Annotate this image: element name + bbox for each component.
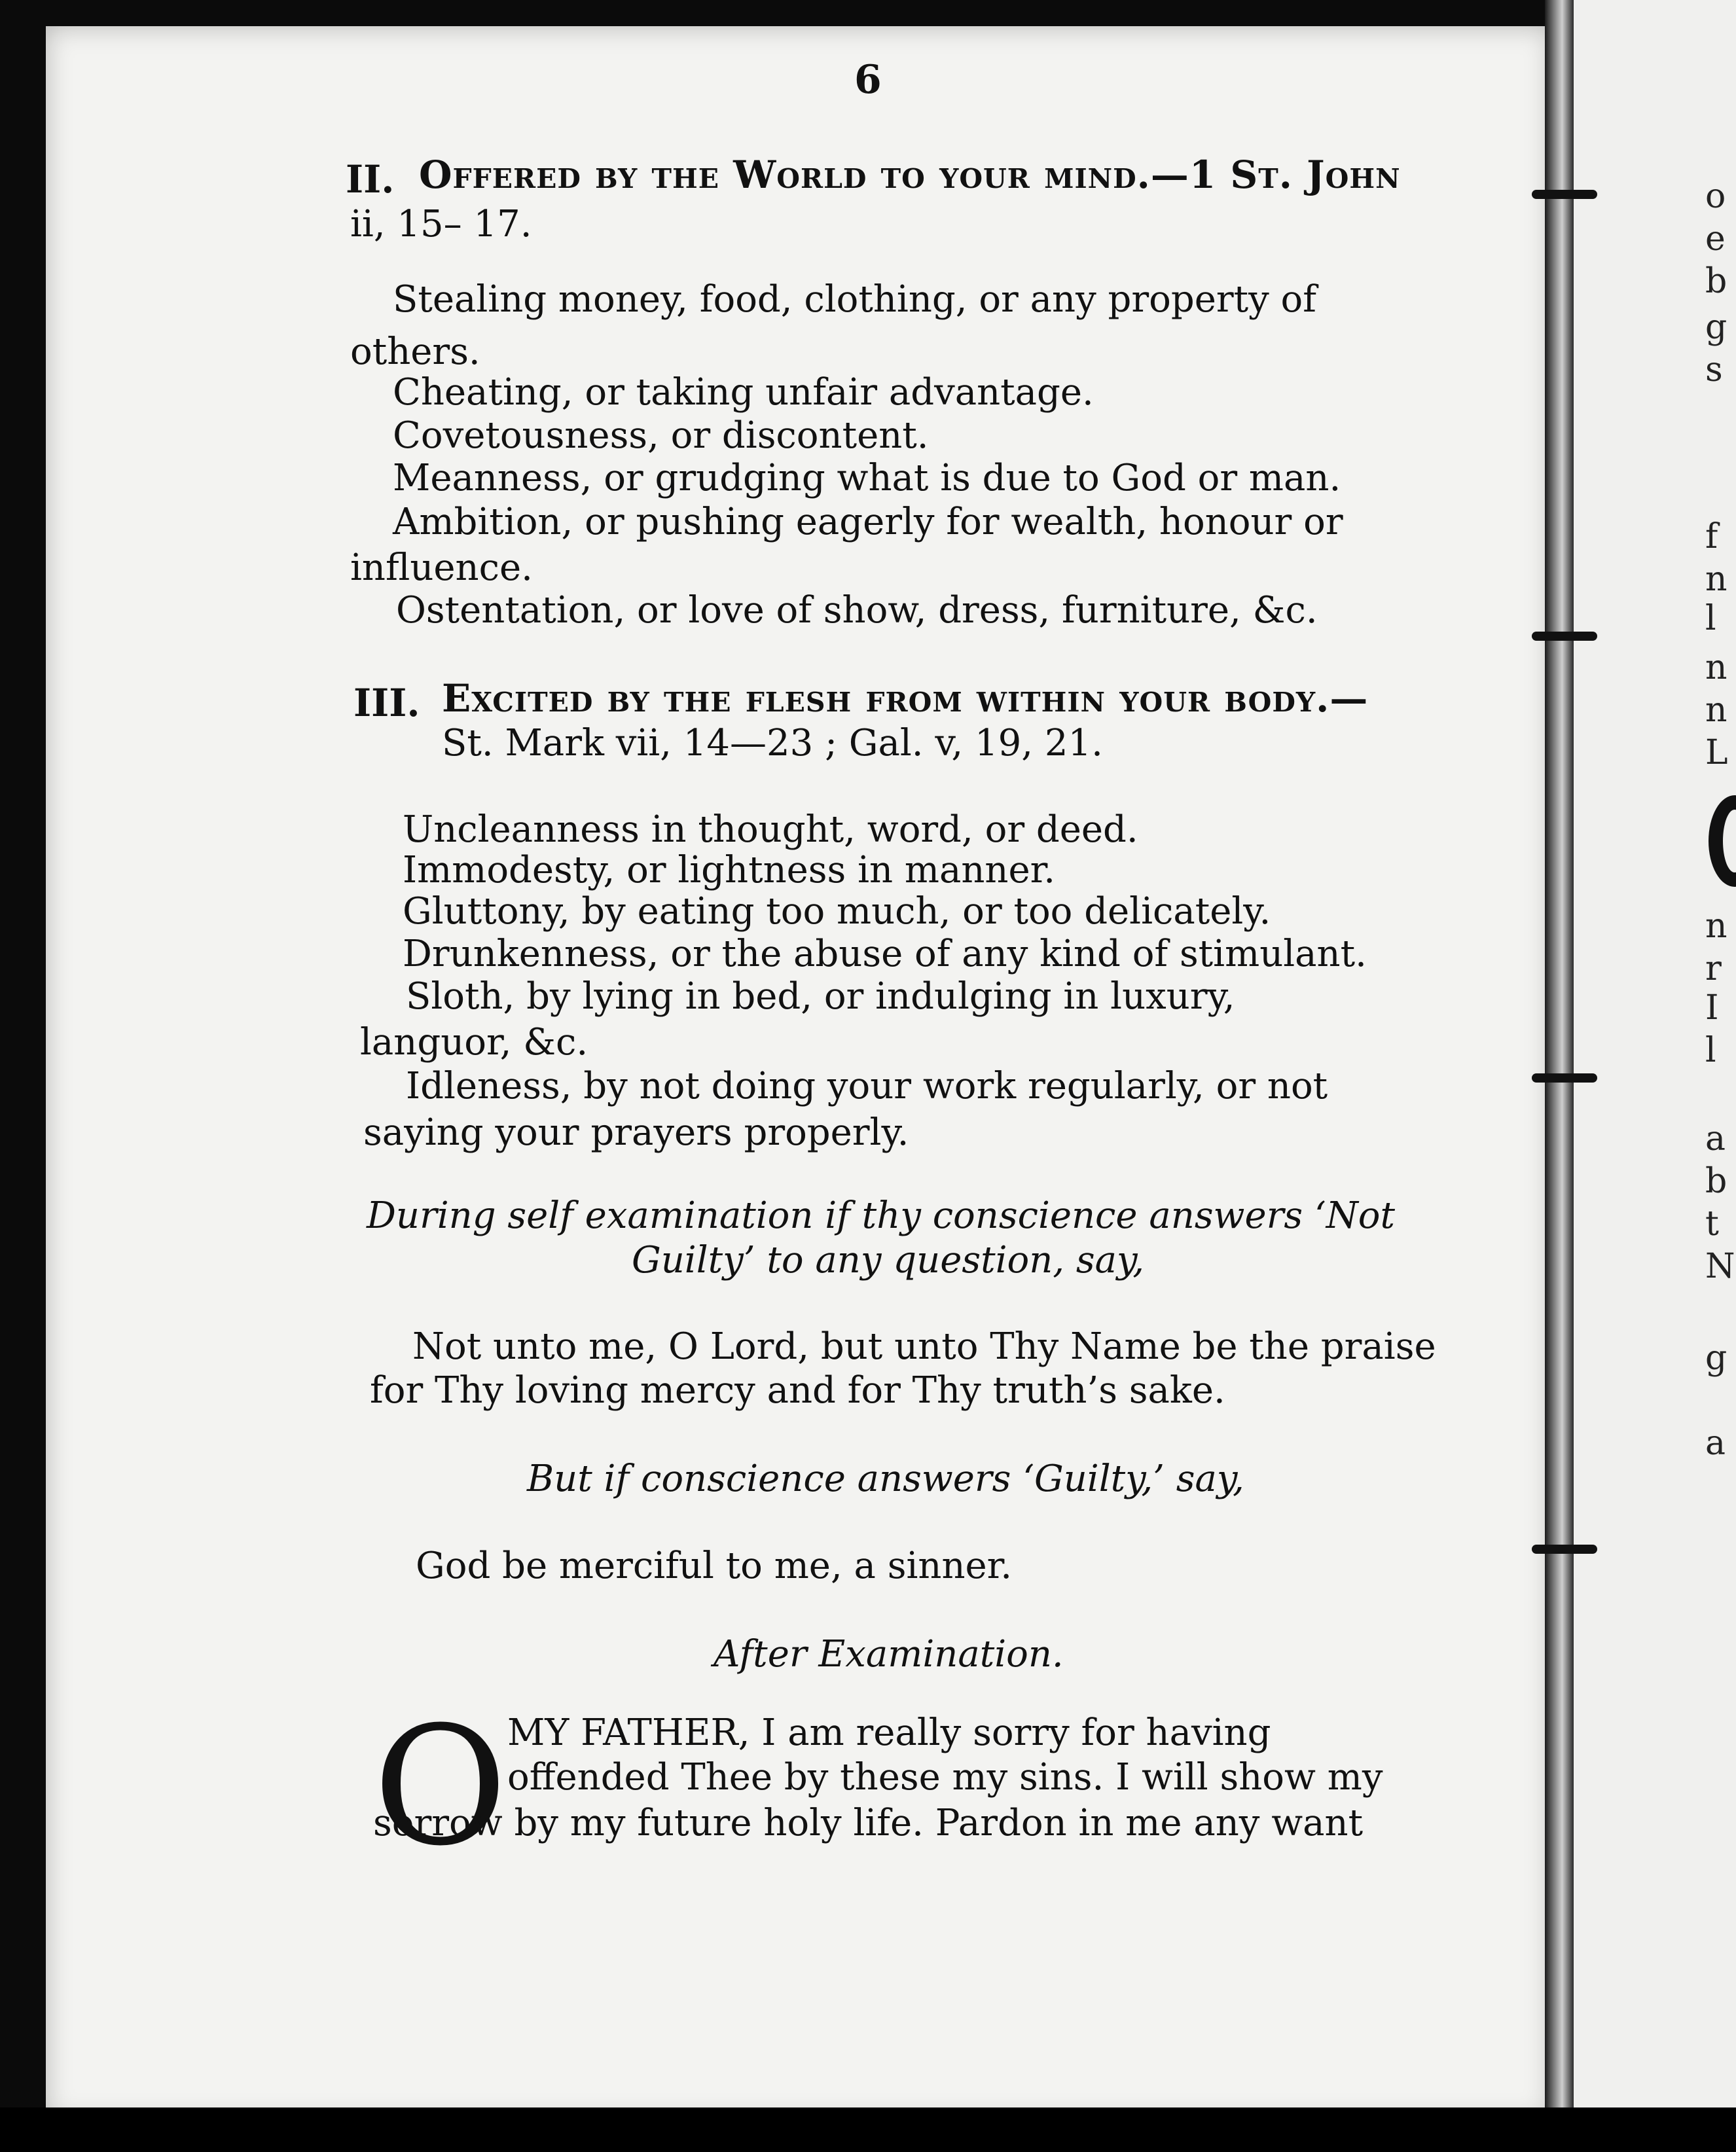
section-iii-heading: Excited by the flesh from within your body.— (442, 676, 1369, 721)
next-page-char: s (1705, 350, 1723, 389)
next-page-char: n (1705, 906, 1727, 946)
page-number: 6 (854, 57, 882, 103)
closing-prayer-line3: sorrow by my future holy life. Pardon in me any want (373, 1802, 1364, 1844)
binding-stitch (1532, 1545, 1597, 1554)
list-item: Ambition, or pushing eagerly for wealth, honour or (393, 501, 1343, 543)
section-iii-heading-cont: St. Mark vii, 14—23 ; Gal. v, 19, 21. (442, 722, 1103, 764)
next-page-char: l (1705, 1031, 1716, 1070)
section-ii-numeral: II. (346, 157, 395, 202)
list-item: Covetousness, or discontent. (393, 414, 929, 457)
next-page-char: b (1705, 262, 1727, 301)
after-examination-heading: After Examination. (714, 1633, 1064, 1676)
section-iii-numeral: III. (353, 681, 420, 725)
list-item: Ostentation, or love of show, dress, furniture, &c. (396, 589, 1318, 632)
rubric-not-guilty-line2: Guilty’ to any question, say, (632, 1239, 1144, 1282)
next-page-char: e (1705, 219, 1726, 259)
drop-cap: O (373, 1691, 507, 1882)
prayer-not-guilty-line2: for Thy loving mercy and for Thy truth’s sake. (370, 1369, 1225, 1412)
next-page-char: L (1705, 733, 1728, 772)
binding-stitch (1532, 1073, 1597, 1083)
next-page-char: o (1705, 177, 1726, 216)
next-page-char: f (1705, 517, 1718, 556)
binding-stitch (1532, 632, 1597, 641)
closing-prayer-line1: MY FATHER, I am really sorry for having (507, 1712, 1271, 1754)
next-page-char: r (1705, 949, 1722, 988)
list-item: Idleness, by not doing your work regularly, or not (406, 1065, 1328, 1107)
list-item: Drunkenness, or the abuse of any kind of stimulant. (403, 933, 1367, 975)
list-item: saying your prayers properly. (363, 1111, 909, 1154)
rubric-not-guilty-line1: During self examination if thy conscience answers ‘Not (367, 1194, 1395, 1237)
next-page-char: a (1705, 1119, 1726, 1158)
list-item: Gluttony, by eating too much, or too delicately. (403, 890, 1271, 933)
list-item: others. (350, 331, 480, 373)
list-item: Meanness, or grudging what is due to God or man. (393, 457, 1341, 499)
list-item: languor, &c. (360, 1021, 588, 1064)
next-page-char: n (1705, 690, 1727, 730)
list-item: Sloth, by lying in bed, or indulging in luxury, (406, 975, 1235, 1018)
list-item: Uncleanness in thought, word, or deed. (403, 808, 1138, 851)
prayer-not-guilty-line1: Not unto me, O Lord, but unto Thy Name be the praise (412, 1325, 1436, 1368)
next-page-char: N (1705, 1247, 1735, 1286)
list-item: Stealing money, food, clothing, or any property of (393, 278, 1316, 321)
next-page-char: g (1705, 1338, 1727, 1378)
next-page-char: a (1705, 1424, 1726, 1463)
scan-border (0, 2107, 1736, 2152)
section-ii-heading-cont: ii, 15– 17. (350, 203, 532, 245)
rubric-guilty: But if conscience answers ‘Guilty,’ say, (527, 1458, 1244, 1500)
list-item: Immodesty, or lightness in manner. (403, 849, 1056, 891)
closing-prayer-line2: offended Thee by these my sins. I will show my (507, 1756, 1383, 1799)
prayer-guilty: God be merciful to me, a sinner. (416, 1545, 1013, 1587)
next-page-char: b (1705, 1162, 1727, 1201)
list-item: influence. (350, 547, 533, 589)
binding-stitch (1532, 190, 1597, 199)
next-page-char: t (1705, 1204, 1719, 1244)
next-page-char: g (1705, 308, 1727, 347)
next-page-char: l (1705, 599, 1716, 638)
next-page-char: n (1705, 648, 1727, 687)
section-ii-heading: Offered by the World to your mind.—1 St. John (419, 152, 1401, 197)
list-item: Cheating, or taking unfair advantage. (393, 371, 1094, 414)
next-page-char: n (1705, 560, 1727, 599)
next-page-char: I (1705, 988, 1719, 1028)
